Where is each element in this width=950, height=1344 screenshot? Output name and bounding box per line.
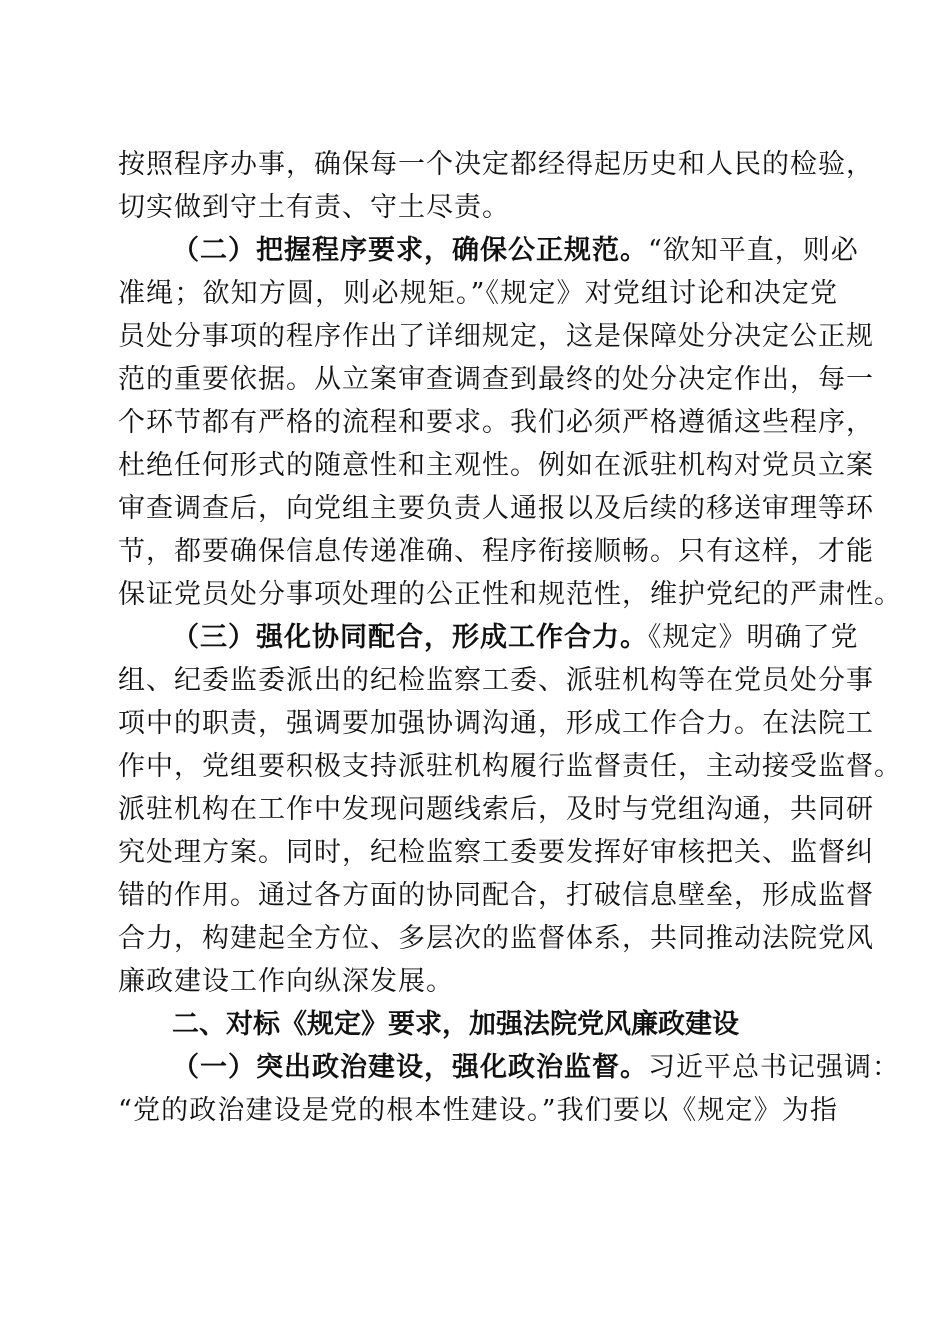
text-line: 保证党员处分事项处理的公正性和规范性，维护党纪的严肃性。 bbox=[118, 579, 902, 610]
text-line: 究处理方案。同时，纪检监察工委要发挥好审核把关、监督纠 bbox=[118, 837, 874, 868]
text-line: 准绳；欲知方圆，则必规矩。”《规定》对党组讨论和决定党 bbox=[118, 278, 838, 309]
section-heading: 二、对标《规定》要求，加强法院党风廉政建设 bbox=[172, 1009, 739, 1040]
paragraph-3-first-line bbox=[172, 618, 859, 658]
text-line: 员处分事项的程序作出了详细规定，这是保障处分决定公正规 bbox=[118, 321, 874, 352]
paragraph-3-heading: （三）强化协同配合，形成工作合力。 bbox=[172, 622, 648, 653]
text-line: “党的政治建设是党的根本性建设。”我们要以《规定》为指 bbox=[118, 1095, 838, 1126]
paragraph-4-text: 习近平总书记强调： bbox=[648, 1052, 900, 1083]
text-line: 切实做到守土有责、守土尽责。 bbox=[118, 192, 510, 223]
text-line: 组、纪委监委派出的纪检监察工委、派驻机构等在党员处分事 bbox=[118, 665, 874, 696]
text-line: 杜绝任何形式的随意性和主观性。例如在派驻机构对党员立案 bbox=[118, 450, 874, 481]
paragraph-2-first-line bbox=[172, 231, 859, 271]
text-line: 范的重要依据。从立案审查调查到最终的处分决定作出，每一 bbox=[118, 364, 874, 395]
text-line: 个环节都有严格的流程和要求。我们必须严格遵循这些程序， bbox=[118, 407, 874, 438]
text-line: 按照程序办事，确保每一个决定都经得起历史和人民的检验， bbox=[118, 149, 874, 180]
text-line: 廉政建设工作向纵深发展。 bbox=[118, 966, 454, 997]
text-line: 合力，构建起全方位、多层次的监督体系，共同推动法院党风 bbox=[118, 923, 874, 954]
paragraph-3-text: 《规定》明确了党 bbox=[648, 622, 859, 653]
text-line: 节，都要确保信息传递准确、程序衔接顺畅。只有这样，才能 bbox=[118, 536, 874, 567]
paragraph-2-heading: （二）把握程序要求，确保公正规范。 bbox=[172, 235, 648, 266]
text-line: 审查调查后，向党组主要负责人通报以及后续的移送审理等环 bbox=[118, 493, 874, 524]
text-line: 作中，党组要积极支持派驻机构履行监督责任，主动接受监督。 bbox=[118, 751, 902, 782]
text-line: 错的作用。通过各方面的协同配合，打破信息壁垒，形成监督 bbox=[118, 880, 874, 911]
text-line: 项中的职责，强调要加强协调沟通，形成工作合力。在法院工 bbox=[118, 708, 874, 739]
paragraph-2-text: “欲知平直，则必 bbox=[648, 235, 859, 266]
text-line: 派驻机构在工作中发现问题线索后，及时与党组沟通，共同研 bbox=[118, 794, 874, 825]
paragraph-4-heading: （一）突出政治建设，强化政治监督。 bbox=[172, 1052, 648, 1083]
paragraph-4-first-line bbox=[172, 1048, 900, 1088]
